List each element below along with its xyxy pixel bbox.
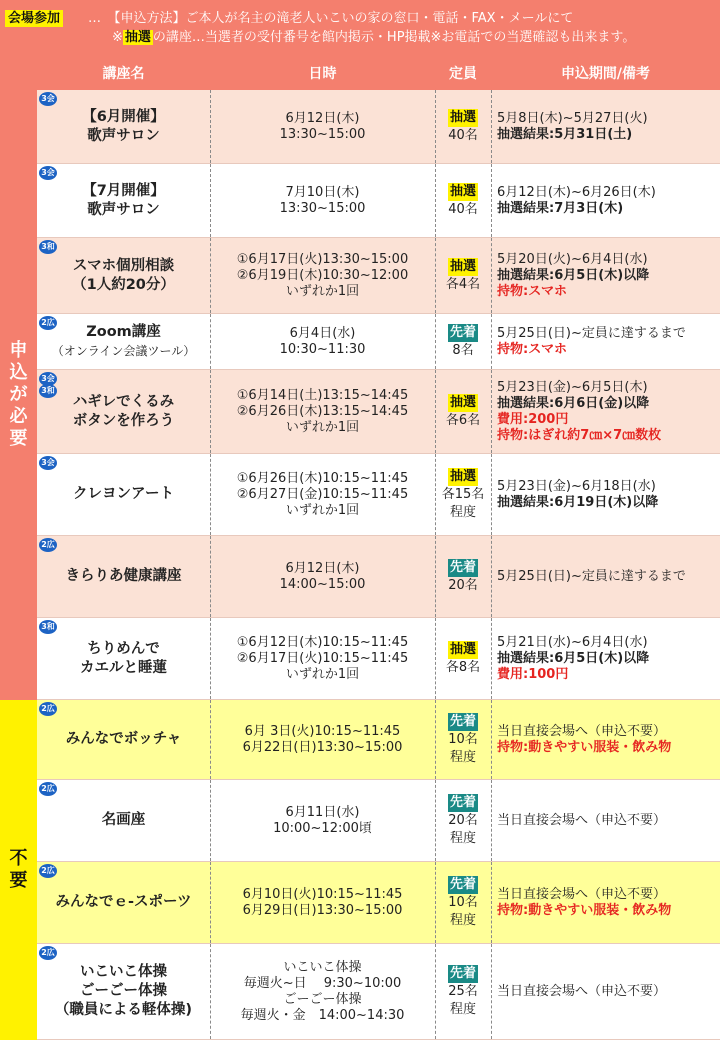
vertical-char: 要 xyxy=(9,428,28,449)
course-row xyxy=(37,164,720,238)
column-divider xyxy=(210,618,211,699)
date-line: ①6月17日(火)13:30~15:00 xyxy=(236,251,409,267)
date-line: 6月12日(木) xyxy=(285,560,360,576)
date-line: 13:30~15:00 xyxy=(279,126,366,142)
vertical-char: 必 xyxy=(9,406,28,427)
date-line: 10:30~11:30 xyxy=(279,341,366,357)
required-text xyxy=(10,340,28,450)
column-divider xyxy=(435,862,436,943)
section-label-required xyxy=(0,90,37,700)
note-line: 5月23日(金)~6月5日(木) xyxy=(497,379,648,395)
course-row xyxy=(37,780,720,862)
course-date xyxy=(210,618,435,699)
capacity-line: 40名 xyxy=(448,127,478,143)
first-come-label: 先着 xyxy=(449,965,476,981)
column-divider xyxy=(435,164,436,237)
course-name-line: （1人約20分） xyxy=(72,276,175,293)
course-row xyxy=(37,314,720,370)
column-divider xyxy=(491,618,492,699)
capacity-line: 10名 xyxy=(448,731,478,747)
course-note xyxy=(497,944,720,1039)
note-line: 5月25日(日)~定員に達するまで xyxy=(497,568,686,584)
column-divider xyxy=(491,780,492,861)
course-date xyxy=(210,164,435,237)
course-row xyxy=(37,90,720,164)
course-name-line: クレヨンアート xyxy=(72,486,175,502)
course-capacity xyxy=(435,944,491,1039)
notice-line-1: … 【申込方法】ご本人が名主の滝老人いこいの家の窓口・電話・FAX・メールにて xyxy=(88,11,574,26)
course-note xyxy=(497,370,720,453)
first-come-label: 先着 xyxy=(449,876,476,892)
course-capacity xyxy=(435,780,491,861)
first-come-label: 先着 xyxy=(449,324,476,340)
note-line: 持物:スマホ xyxy=(497,283,567,299)
note-line: 5月20日(火)~6月4日(水) xyxy=(497,251,648,267)
course-name xyxy=(37,944,210,1039)
course-note xyxy=(497,454,720,535)
course-capacity xyxy=(435,314,491,369)
note-line: 5月21日(水)~6月4日(水) xyxy=(497,634,648,650)
note-line: 5月23日(金)~6月18日(水) xyxy=(497,478,656,494)
column-divider xyxy=(435,454,436,535)
column-divider xyxy=(210,454,211,535)
date-line: いずれか1回 xyxy=(285,419,360,435)
course-name xyxy=(37,238,210,313)
course-row xyxy=(37,862,720,944)
course-name-line: ごーごー体操 xyxy=(80,983,167,999)
first-come-label: 先着 xyxy=(449,559,476,575)
capacity-line: 各8名 xyxy=(445,659,481,675)
course-note xyxy=(497,314,720,369)
column-divider xyxy=(210,780,211,861)
course-date xyxy=(210,700,435,779)
column-divider xyxy=(491,370,492,453)
capacity-line: 25名 xyxy=(448,983,478,999)
column-divider xyxy=(435,700,436,779)
note-line: 5月8日(木)~5月27日(火) xyxy=(497,110,648,126)
venue-tag: 会場参加 xyxy=(5,10,63,27)
date-line: ②6月17日(火)10:15~11:45 xyxy=(236,650,409,666)
course-row xyxy=(37,454,720,536)
note-line: 当日直接会場へ（申込不要） xyxy=(497,886,667,902)
date-line: 6月10日(火)10:15~11:45 xyxy=(242,886,403,902)
date-line: 毎週火~日 9:30~10:00 xyxy=(243,975,402,991)
course-note xyxy=(497,164,720,237)
course-name xyxy=(37,780,210,861)
course-capacity xyxy=(435,238,491,313)
course-row xyxy=(37,944,720,1040)
vertical-char: 申 xyxy=(9,340,28,361)
note-line: 5月25日(日)~定員に達するまで xyxy=(497,325,686,341)
course-capacity xyxy=(435,164,491,237)
date-line: ②6月26日(木)13:15~14:45 xyxy=(236,403,409,419)
notice-suffix: の講座…当選者の受付番号を館内掲示・HP掲載※お電話での当選確認も出来ます。 xyxy=(152,30,636,45)
date-line: 14:00~15:00 xyxy=(279,576,366,592)
course-name-line: 歌声サロン xyxy=(87,127,160,144)
date-line: 7月10日(木) xyxy=(285,184,360,200)
note-line: 当日直接会場へ（申込不要） xyxy=(497,983,667,999)
column-divider xyxy=(491,454,492,535)
note-line: 抽選結果:6月5日(木)以降 xyxy=(497,650,650,666)
venue-badge: 2広 xyxy=(39,864,57,878)
venue-badge: 3会 xyxy=(39,372,57,386)
capacity-line: 各6名 xyxy=(445,412,481,428)
capacity-line: 程度 xyxy=(449,504,476,520)
header-date: 日時 xyxy=(308,66,337,82)
first-come-label: 先着 xyxy=(449,794,476,810)
column-divider xyxy=(491,238,492,313)
course-capacity xyxy=(435,618,491,699)
course-capacity xyxy=(435,454,491,535)
vertical-char: 込 xyxy=(9,362,28,383)
notice-prefix: ※ xyxy=(112,30,123,45)
section-label-not-required xyxy=(0,700,37,1040)
course-row xyxy=(37,238,720,314)
course-date xyxy=(210,944,435,1039)
column-divider xyxy=(210,700,211,779)
course-name-line: 名画座 xyxy=(101,812,146,828)
note-line: 抽選結果:5月31日(土) xyxy=(497,126,633,142)
course-name-line: ちりめんで xyxy=(87,640,160,657)
course-name-line: スマホ個別相談 xyxy=(72,257,175,274)
lottery-label: 抽選 xyxy=(449,468,476,484)
course-date xyxy=(210,454,435,535)
date-line: いずれか1回 xyxy=(285,666,360,682)
venue-badge: 3和 xyxy=(39,240,57,254)
date-line: いずれか1回 xyxy=(285,283,360,299)
venue-badge: 2広 xyxy=(39,946,57,960)
column-divider xyxy=(491,90,492,163)
course-note xyxy=(497,780,720,861)
column-divider xyxy=(210,314,211,369)
note-line: 持物:はぎれ約7㎝×7㎝数枚 xyxy=(497,427,662,443)
course-name xyxy=(37,454,210,535)
notice-line-2 xyxy=(112,29,635,46)
column-divider xyxy=(435,536,436,617)
column-divider xyxy=(491,700,492,779)
course-name-line: 歌声サロン xyxy=(87,201,160,218)
date-line: 6月 3日(火)10:15~11:45 xyxy=(244,723,401,739)
course-name xyxy=(37,618,210,699)
course-name xyxy=(37,862,210,943)
column-divider xyxy=(491,862,492,943)
column-divider xyxy=(435,314,436,369)
course-date xyxy=(210,314,435,369)
column-divider xyxy=(491,164,492,237)
venue-badge: 3会 xyxy=(39,166,57,180)
date-line: ②6月19日(木)10:30~12:00 xyxy=(236,267,409,283)
vertical-char: が xyxy=(9,384,28,405)
course-name-line: 【7月開催】 xyxy=(82,182,165,199)
course-note xyxy=(497,700,720,779)
course-name-line: Zoom講座 xyxy=(86,323,161,340)
course-name xyxy=(37,370,210,453)
lottery-highlight: 抽選 xyxy=(124,30,151,45)
column-divider xyxy=(210,90,211,163)
course-capacity xyxy=(435,862,491,943)
course-capacity xyxy=(435,90,491,163)
course-date xyxy=(210,780,435,861)
date-line: いずれか1回 xyxy=(285,502,360,518)
date-line: 毎週火・金 14:00~14:30 xyxy=(240,1007,405,1023)
course-row xyxy=(37,370,720,454)
column-divider xyxy=(435,618,436,699)
lottery-label: 抽選 xyxy=(449,641,476,657)
note-line: 抽選結果:7月3日(木) xyxy=(497,200,624,216)
capacity-line: 程度 xyxy=(449,749,476,765)
note-line: 抽選結果:6月5日(木)以降 xyxy=(497,267,650,283)
date-line: 13:30~15:00 xyxy=(279,200,366,216)
date-line: ①6月26日(木)10:15~11:45 xyxy=(236,470,409,486)
date-line: 6月11日(水) xyxy=(285,804,360,820)
course-date xyxy=(210,536,435,617)
course-row xyxy=(37,618,720,700)
capacity-line: 10名 xyxy=(448,894,478,910)
course-name-line: ハギレでくるみ xyxy=(72,393,175,410)
header-course: 講座名 xyxy=(102,66,145,82)
venue-badge: 3会 xyxy=(39,92,57,106)
date-line: ②6月27日(金)10:15~11:45 xyxy=(236,486,409,502)
course-name-line: カエルと睡蓮 xyxy=(80,659,167,676)
date-line: 10:00~12:00頃 xyxy=(273,820,372,836)
course-name xyxy=(37,536,210,617)
date-line: ①6月14日(土)13:15~14:45 xyxy=(236,387,409,403)
note-line: 費用:100円 xyxy=(497,666,569,682)
course-note xyxy=(497,536,720,617)
course-capacity xyxy=(435,700,491,779)
column-divider xyxy=(491,314,492,369)
capacity-line: 各4名 xyxy=(445,276,481,292)
course-note xyxy=(497,618,720,699)
column-divider xyxy=(210,536,211,617)
capacity-line: 程度 xyxy=(449,912,476,928)
course-date xyxy=(210,370,435,453)
venue-badge: 2広 xyxy=(39,702,57,716)
course-note xyxy=(497,862,720,943)
lottery-label: 抽選 xyxy=(449,258,476,274)
course-capacity xyxy=(435,370,491,453)
capacity-line: 20名 xyxy=(448,812,478,828)
venue-badge: 3和 xyxy=(39,384,57,398)
course-row xyxy=(37,700,720,780)
notice-banner xyxy=(0,0,720,58)
not-required-text xyxy=(10,848,28,892)
capacity-line: 8名 xyxy=(452,342,474,358)
note-line: 持物:動きやすい服装・飲み物 xyxy=(497,902,672,918)
course-name xyxy=(37,90,210,163)
note-line: 抽選結果:6月19日(木)以降 xyxy=(497,494,659,510)
course-note xyxy=(497,238,720,313)
column-divider xyxy=(491,944,492,1039)
column-divider xyxy=(435,370,436,453)
capacity-line: 程度 xyxy=(449,1001,476,1017)
lottery-label: 抽選 xyxy=(449,183,476,199)
note-line: 持物:スマホ xyxy=(497,341,567,357)
course-name-line: きらりあ健康講座 xyxy=(65,568,182,584)
note-line: 当日直接会場へ（申込不要） xyxy=(497,812,667,828)
capacity-line: 各15名 xyxy=(441,486,485,502)
course-note xyxy=(497,90,720,163)
course-name xyxy=(37,314,210,369)
course-capacity xyxy=(435,536,491,617)
column-divider xyxy=(491,536,492,617)
course-name-line: （オンライン会議ツール） xyxy=(51,343,196,358)
course-date xyxy=(210,862,435,943)
note-line: 持物:動きやすい服装・飲み物 xyxy=(497,739,672,755)
column-divider xyxy=(435,90,436,163)
venue-badge: 3会 xyxy=(39,456,57,470)
column-divider xyxy=(210,238,211,313)
course-row xyxy=(37,536,720,618)
capacity-line: 40名 xyxy=(448,201,478,217)
column-divider xyxy=(210,164,211,237)
course-date xyxy=(210,238,435,313)
course-name-line: 【6月開催】 xyxy=(82,108,165,125)
date-line: 6月22日(日)13:30~15:00 xyxy=(242,739,403,755)
lottery-label: 抽選 xyxy=(449,109,476,125)
venue-badge: 2広 xyxy=(39,316,57,330)
capacity-line: 程度 xyxy=(449,830,476,846)
lottery-label: 抽選 xyxy=(449,394,476,410)
date-line: 6月4日(水) xyxy=(289,325,356,341)
vertical-char: 要 xyxy=(9,870,28,891)
column-divider xyxy=(210,370,211,453)
date-line: いこいこ体操 xyxy=(283,959,362,975)
column-divider xyxy=(210,944,211,1039)
note-line: 費用:200円 xyxy=(497,411,569,427)
course-name-line: みんなでボッチャ xyxy=(65,731,182,747)
date-line: ごーごー体操 xyxy=(283,991,362,1007)
course-date xyxy=(210,90,435,163)
header-capacity: 定員 xyxy=(449,66,477,82)
table-header xyxy=(0,58,720,90)
column-divider xyxy=(435,944,436,1039)
venue-badge: 3和 xyxy=(39,620,57,634)
note-line: 抽選結果:6月6日(金)以降 xyxy=(497,395,650,411)
vertical-char: 不 xyxy=(9,848,28,869)
course-name xyxy=(37,164,210,237)
header-note: 申込期間/備考 xyxy=(560,66,651,82)
column-divider xyxy=(435,780,436,861)
course-name-line: いこいこ体操 xyxy=(80,964,167,980)
date-line: ①6月12日(木)10:15~11:45 xyxy=(236,634,409,650)
course-name-line: （職員による軽体操) xyxy=(54,1002,193,1018)
column-divider xyxy=(210,862,211,943)
course-name-line: ボタンを作ろう xyxy=(72,412,175,429)
capacity-line: 20名 xyxy=(448,577,478,593)
date-line: 6月12日(木) xyxy=(285,110,360,126)
course-name xyxy=(37,700,210,779)
venue-badge: 2広 xyxy=(39,538,57,552)
column-divider xyxy=(435,238,436,313)
first-come-label: 先着 xyxy=(449,713,476,729)
course-name-line: みんなでｅ-スポーツ xyxy=(55,894,192,910)
note-line: 当日直接会場へ（申込不要） xyxy=(497,723,667,739)
date-line: 6月29日(日)13:30~15:00 xyxy=(242,902,403,918)
note-line: 6月12日(木)~6月26日(木) xyxy=(497,184,656,200)
venue-badge: 2広 xyxy=(39,782,57,796)
